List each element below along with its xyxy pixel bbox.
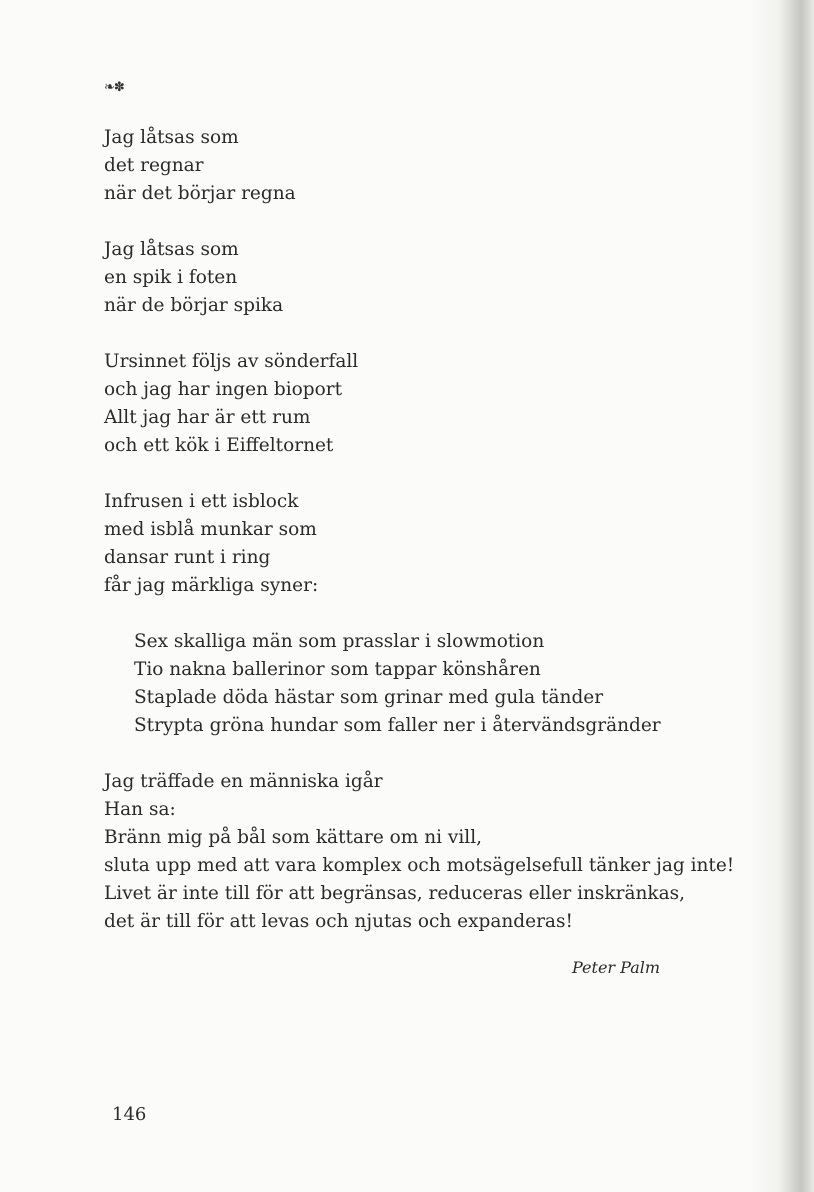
poem-line: Staplade döda hästar som grinar med gula tänder [134, 687, 604, 708]
poem-line: Jag träffade en människa igår [104, 771, 383, 792]
poem-line: det regnar [104, 155, 204, 176]
poem-line: och ett kök i Eiffeltornet [104, 435, 334, 456]
poem-line: Strypta gröna hundar som faller ner i återvändsgränder [134, 715, 661, 736]
poem-body [104, 124, 744, 964]
poem-line: Tio nakna ballerinor som tappar könshåren [134, 659, 541, 680]
poem-line: Allt jag har är ett rum [104, 407, 311, 428]
poem-line: en spik i foten [104, 267, 238, 288]
stanza-2 [104, 236, 744, 320]
poem-line: Livet är inte till för att begränsas, reduceras eller inskränkas, [104, 883, 686, 904]
poem-line: Jag låtsas som [104, 239, 239, 260]
poem-line: med isblå munkar som [104, 519, 317, 540]
stanza-6 [104, 768, 744, 936]
poem-line: Bränn mig på bål som kättare om ni vill, [104, 827, 483, 848]
page-number: 146 [112, 1104, 147, 1125]
fleuron-ornament-icon: ❧✽ [104, 80, 124, 95]
poem-line: Han sa: [104, 799, 176, 820]
page-gutter-shadow [750, 0, 814, 1192]
poem-line: Jag låtsas som [104, 127, 239, 148]
stanza-1 [104, 124, 744, 208]
poem-line: dansar runt i ring [104, 547, 271, 568]
poem-line: när det börjar regna [104, 183, 296, 204]
poem-line: när de börjar spika [104, 295, 284, 316]
poem-line: Sex skalliga män som prasslar i slowmotion [134, 631, 545, 652]
stanza-3 [104, 348, 744, 460]
author-signature: Peter Palm [572, 958, 661, 977]
poem-line: det är till för att levas och njutas och expanderas! [104, 911, 573, 932]
poem-line: Infrusen i ett isblock [104, 491, 299, 512]
poem-line: Ursinnet följs av sönderfall [104, 351, 359, 372]
stanza-4 [104, 488, 744, 600]
poem-line: sluta upp med att vara komplex och motsägelsefull tänker jag inte! [104, 855, 735, 876]
poem-line: och jag har ingen bioport [104, 379, 343, 400]
stanza-5-indented [104, 628, 744, 740]
poem-line: får jag märkliga syner: [104, 575, 319, 596]
